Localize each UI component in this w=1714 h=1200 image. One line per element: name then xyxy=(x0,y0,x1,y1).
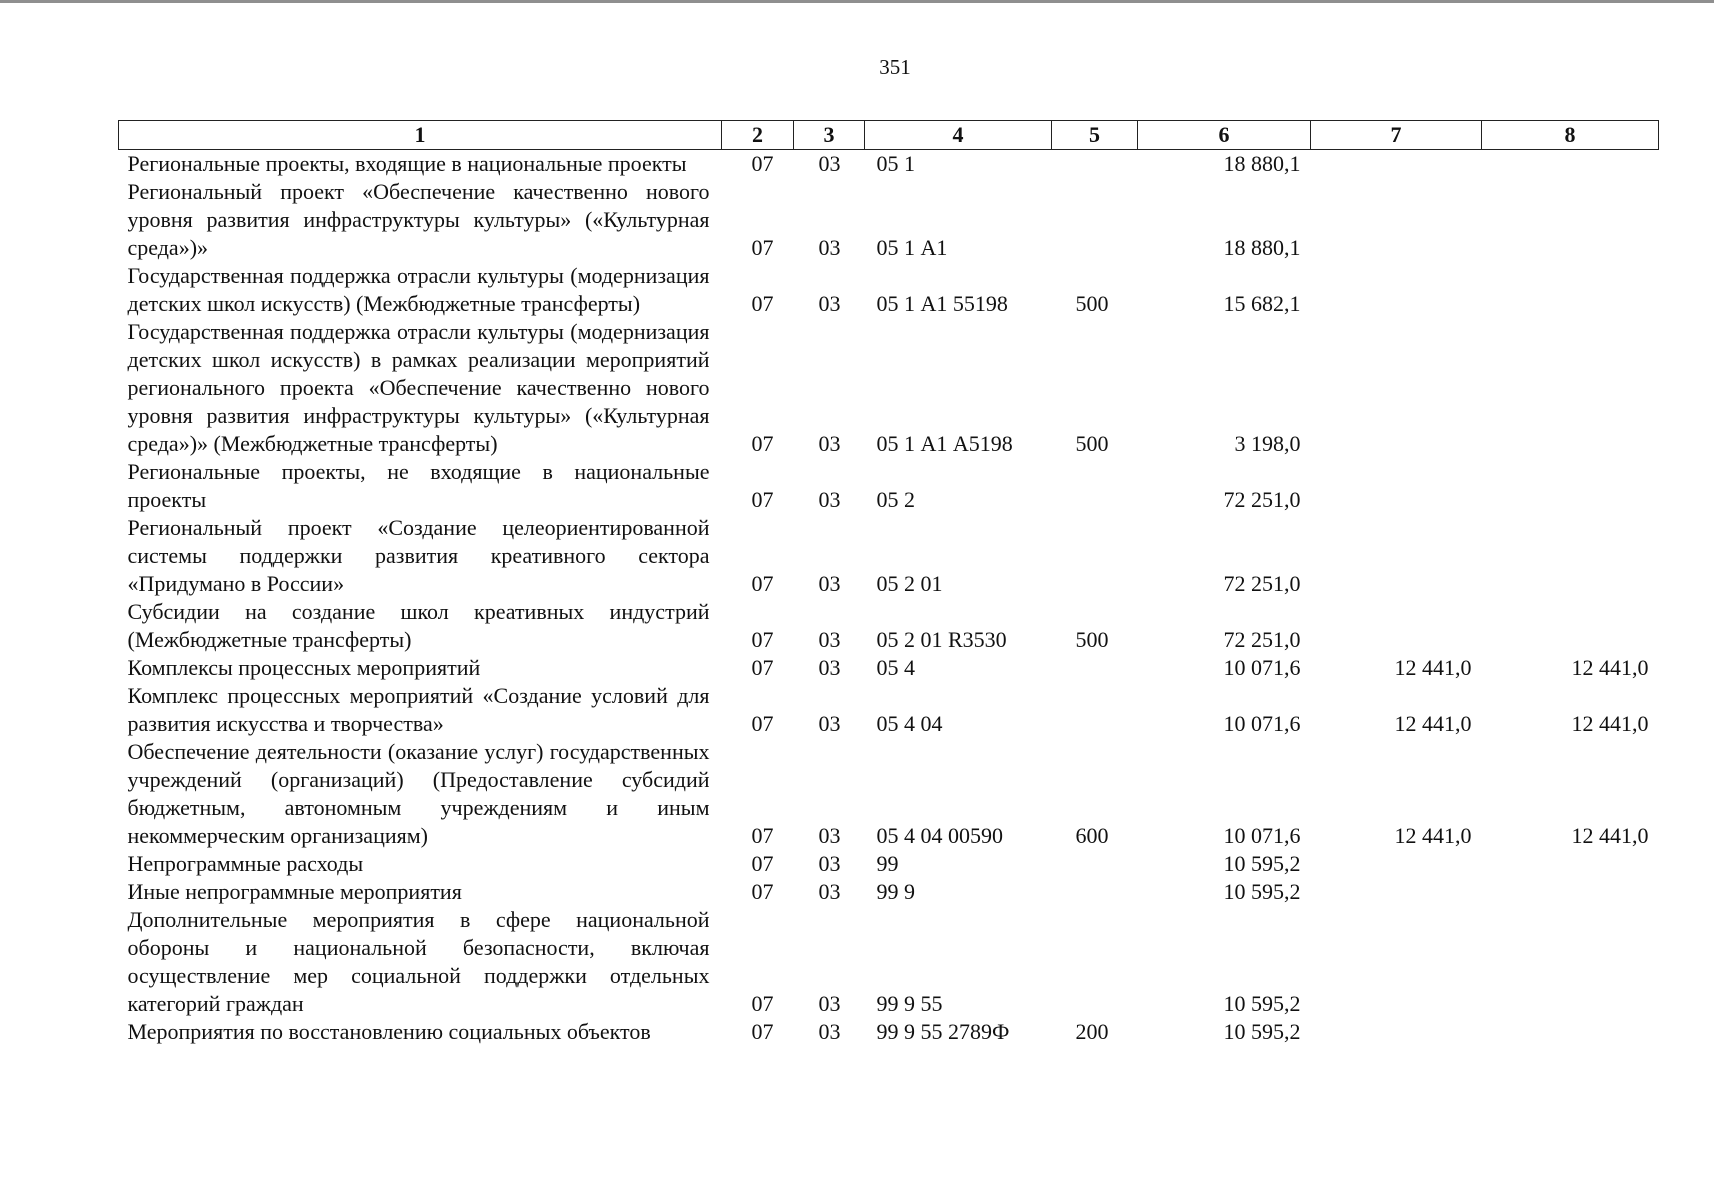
row-amount-col7: 12 441,0 xyxy=(1394,711,1472,736)
row-amount-col8 xyxy=(1482,906,1659,1018)
row-subsection: 03 xyxy=(818,711,841,736)
row-amount-col8 xyxy=(1482,850,1659,878)
row-amount-col7 xyxy=(1311,458,1482,514)
row-section: 07 xyxy=(751,627,774,652)
table-row xyxy=(119,318,1659,458)
row-section: 07 xyxy=(751,235,774,260)
row-target-article: 05 1 А1 55198 xyxy=(876,291,1008,316)
row-expense-type xyxy=(1052,850,1138,878)
table-body xyxy=(119,150,1659,1047)
row-amount-col8: 12 441,0 xyxy=(1571,655,1649,680)
row-amount-col6: 10 071,6 xyxy=(1223,711,1301,736)
row-subsection: 03 xyxy=(818,431,841,456)
table-header xyxy=(119,121,1659,150)
row-name: Непрограммные расходы xyxy=(127,851,364,876)
row-section: 07 xyxy=(751,991,774,1016)
row-expense-type xyxy=(1052,682,1138,738)
header-col-1: 1 xyxy=(119,121,722,150)
row-name: Субсидии на создание школ креативных индустрий (Межбюджетные трансферты) xyxy=(127,599,710,652)
header-col-5: 5 xyxy=(1052,121,1138,150)
row-amount-col7: 12 441,0 xyxy=(1394,655,1472,680)
header-col-4: 4 xyxy=(865,121,1052,150)
table-row xyxy=(119,1018,1659,1046)
budget-table xyxy=(118,120,1659,1046)
table-row xyxy=(119,514,1659,598)
row-expense-type xyxy=(1052,906,1138,1018)
row-name: Региональный проект «Обеспечение качественно нового уровня развития инфраструктуры культуры» («Культурная среда»)» xyxy=(127,179,710,260)
row-amount-col8 xyxy=(1482,150,1659,179)
row-name: Мероприятия по восстановлению социальных объектов xyxy=(127,1019,651,1044)
row-section: 07 xyxy=(751,431,774,456)
row-amount-col7 xyxy=(1311,514,1482,598)
row-amount-col6: 10 071,6 xyxy=(1223,655,1301,680)
row-target-article: 05 2 01 xyxy=(876,571,943,596)
row-expense-type xyxy=(1052,178,1138,262)
row-section: 07 xyxy=(751,879,774,904)
row-amount-col7 xyxy=(1311,262,1482,318)
row-subsection: 03 xyxy=(818,571,841,596)
row-amount-col8 xyxy=(1482,598,1659,654)
row-amount-col8: 12 441,0 xyxy=(1571,711,1649,736)
table-row xyxy=(119,654,1659,682)
header-col-6: 6 xyxy=(1138,121,1311,150)
row-amount-col7 xyxy=(1311,318,1482,458)
row-amount-col8: 12 441,0 xyxy=(1571,823,1649,848)
row-amount-col6: 72 251,0 xyxy=(1223,487,1301,512)
row-amount-col8 xyxy=(1482,178,1659,262)
row-section: 07 xyxy=(751,151,774,176)
row-name: Дополнительные мероприятия в сфере национальной обороны и национальной безопасности, включая осуществление мер социальной поддержки отдельных категорий граждан xyxy=(127,907,710,1016)
header-col-8: 8 xyxy=(1482,121,1659,150)
row-amount-col6: 10 595,2 xyxy=(1223,851,1301,876)
row-target-article: 05 1 А1 А5198 xyxy=(876,431,1013,456)
row-target-article: 05 1 А1 xyxy=(876,235,948,260)
row-section: 07 xyxy=(751,487,774,512)
row-subsection: 03 xyxy=(818,851,841,876)
row-amount-col8 xyxy=(1482,1018,1659,1046)
row-name: Государственная поддержка отрасли культуры (модернизация детских школ искусств) (Межбюджетные трансферты) xyxy=(127,263,710,316)
row-name: Иные непрограммные мероприятия xyxy=(127,879,462,904)
table-row xyxy=(119,262,1659,318)
row-expense-type xyxy=(1052,150,1138,179)
row-amount-col8 xyxy=(1482,514,1659,598)
row-name: Региональные проекты, входящие в национальные проекты xyxy=(127,151,687,176)
row-subsection: 03 xyxy=(818,151,841,176)
row-expense-type xyxy=(1052,878,1138,906)
row-amount-col7 xyxy=(1311,878,1482,906)
row-target-article: 99 9 55 xyxy=(876,991,943,1016)
row-amount-col6: 10 595,2 xyxy=(1223,879,1301,904)
row-subsection: 03 xyxy=(818,823,841,848)
row-amount-col8 xyxy=(1482,318,1659,458)
table-row xyxy=(119,178,1659,262)
header-col-2: 2 xyxy=(722,121,794,150)
row-subsection: 03 xyxy=(818,235,841,260)
row-subsection: 03 xyxy=(818,655,841,680)
row-name: Региональные проекты, не входящие в национальные проекты xyxy=(127,459,710,512)
row-target-article: 05 1 xyxy=(876,151,915,176)
row-target-article: 05 2 01 R3530 xyxy=(876,627,1007,652)
row-expense-type xyxy=(1052,654,1138,682)
row-section: 07 xyxy=(751,1019,774,1044)
table-row xyxy=(119,878,1659,906)
row-target-article: 05 4 04 00590 xyxy=(876,823,1003,848)
row-amount-col6: 10 071,6 xyxy=(1223,823,1301,848)
row-subsection: 03 xyxy=(818,291,841,316)
table-row xyxy=(119,150,1659,179)
table-row xyxy=(119,738,1659,850)
row-expense-type: 500 xyxy=(1075,291,1109,316)
row-name: Комплексы процессных мероприятий xyxy=(127,655,481,680)
row-name: Региональный проект «Создание целеориентированной системы поддержки развития креативного сектора «Придумано в России» xyxy=(127,515,710,596)
row-expense-type: 200 xyxy=(1075,1019,1109,1044)
row-target-article: 99 9 xyxy=(876,879,915,904)
row-amount-col8 xyxy=(1482,878,1659,906)
table-row xyxy=(119,598,1659,654)
row-section: 07 xyxy=(751,291,774,316)
row-amount-col7 xyxy=(1311,598,1482,654)
table-row xyxy=(119,458,1659,514)
row-name: Обеспечение деятельности (оказание услуг) государственных учреждений (организаций) (Предоставление субсидий бюджетным, автономным учреждениям и иным некоммерческим организациям) xyxy=(127,739,710,848)
table-row xyxy=(119,850,1659,878)
row-section: 07 xyxy=(751,655,774,680)
scan-top-edge xyxy=(0,0,1714,3)
row-amount-col7 xyxy=(1311,150,1482,179)
row-amount-col8 xyxy=(1482,458,1659,514)
row-target-article: 05 4 04 xyxy=(876,711,943,736)
row-expense-type: 500 xyxy=(1075,431,1109,456)
row-expense-type xyxy=(1052,514,1138,598)
row-section: 07 xyxy=(751,823,774,848)
row-amount-col6: 18 880,1 xyxy=(1223,151,1301,176)
row-expense-type: 600 xyxy=(1075,823,1109,848)
header-col-3: 3 xyxy=(794,121,865,150)
row-target-article: 05 4 xyxy=(876,655,915,680)
row-expense-type xyxy=(1052,458,1138,514)
row-section: 07 xyxy=(751,711,774,736)
row-amount-col6: 10 595,2 xyxy=(1223,1019,1301,1044)
row-amount-col6: 15 682,1 xyxy=(1223,291,1301,316)
table-row xyxy=(119,682,1659,738)
row-target-article: 05 2 xyxy=(876,487,915,512)
row-amount-col7 xyxy=(1311,850,1482,878)
row-name: Государственная поддержка отрасли культуры (модернизация детских школ искусств) в рамках реализации мероприятий регионального проекта «Обеспечение качественно нового уровня развития инфраструктуры культуры» («Культурная среда»)» (Межбюджетные трансферты) xyxy=(127,319,710,456)
header-col-7: 7 xyxy=(1311,121,1482,150)
row-subsection: 03 xyxy=(818,879,841,904)
row-amount-col7: 12 441,0 xyxy=(1394,823,1472,848)
row-amount-col6: 3 198,0 xyxy=(1234,431,1301,456)
row-subsection: 03 xyxy=(818,1019,841,1044)
row-name: Комплекс процессных мероприятий «Создание условий для развития искусства и творчества» xyxy=(127,683,710,736)
row-subsection: 03 xyxy=(818,627,841,652)
row-amount-col7 xyxy=(1311,178,1482,262)
row-subsection: 03 xyxy=(818,991,841,1016)
row-amount-col6: 72 251,0 xyxy=(1223,627,1301,652)
row-amount-col6: 18 880,1 xyxy=(1223,235,1301,260)
row-expense-type: 500 xyxy=(1075,627,1109,652)
row-subsection: 03 xyxy=(818,487,841,512)
row-target-article: 99 xyxy=(876,851,899,876)
row-section: 07 xyxy=(751,571,774,596)
row-amount-col7 xyxy=(1311,1018,1482,1046)
row-amount-col6: 72 251,0 xyxy=(1223,571,1301,596)
table-row xyxy=(119,906,1659,1018)
row-section: 07 xyxy=(751,851,774,876)
page-number: 351 xyxy=(879,55,911,79)
row-amount-col7 xyxy=(1311,906,1482,1018)
row-amount-col8 xyxy=(1482,262,1659,318)
row-target-article: 99 9 55 2789Ф xyxy=(876,1019,1010,1044)
row-amount-col6: 10 595,2 xyxy=(1223,991,1301,1016)
